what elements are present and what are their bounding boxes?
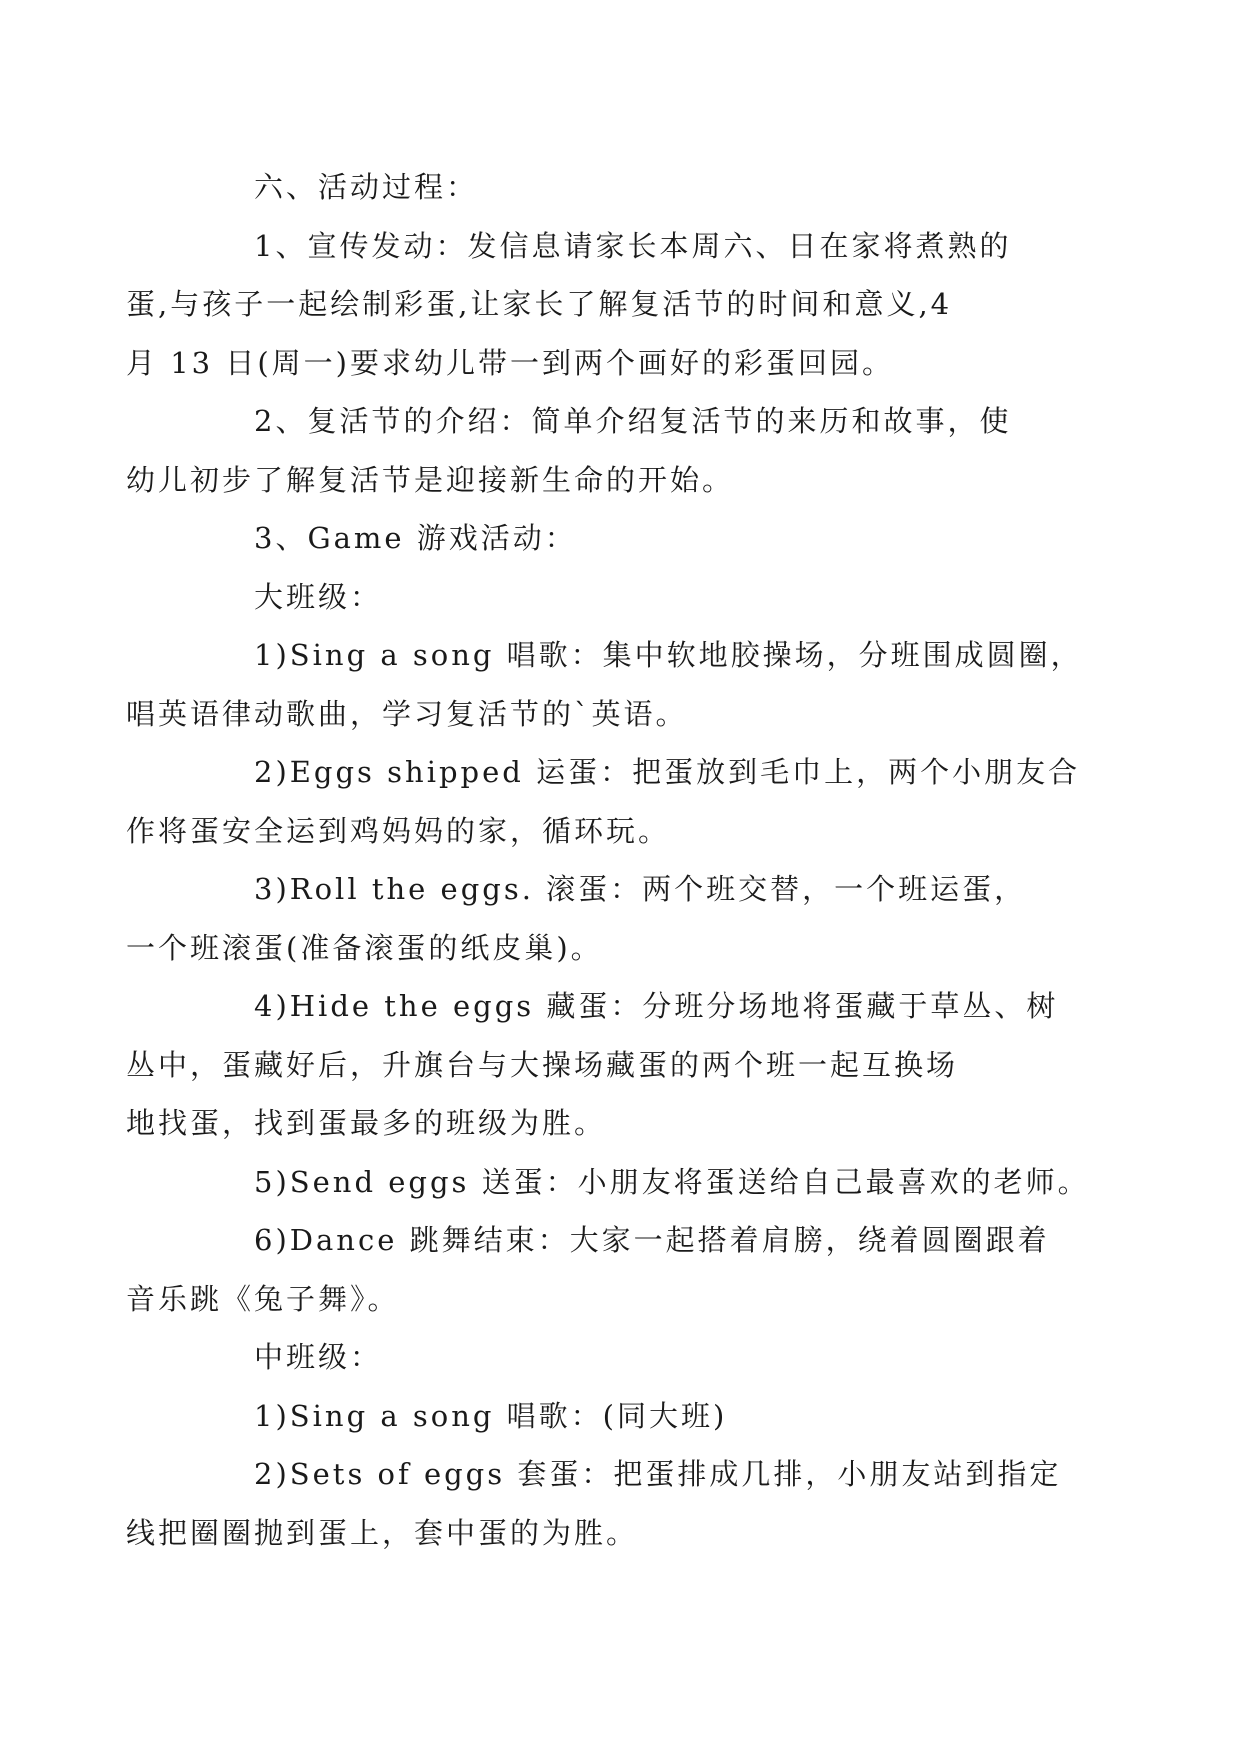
text-line: 2、复活节的介绍：简单介绍复活节的来历和故事，使 xyxy=(254,404,1012,438)
paragraph-middle-sing-a-song xyxy=(190,1387,1070,1446)
text-line: 1、宣传发动：发信息请家长本周六、日在家将煮熟的 xyxy=(254,228,1012,263)
text-line: 幼儿初步了解复活节是迎接新生命的开始。 xyxy=(126,462,735,497)
text-line: 六、活动过程： xyxy=(254,170,479,204)
text-line: 唱英语律动歌曲，学习复活节的`英语。 xyxy=(126,696,688,731)
text-line: 月 13 日(周一)要求幼儿带一到两个画好的彩蛋回园。 xyxy=(126,345,894,380)
text-line: 2)Sets of eggs 套蛋：把蛋排成几排，小朋友站到指定 xyxy=(254,1457,1062,1491)
paragraph-middle-class-heading xyxy=(190,1328,1070,1387)
text-line: 作将蛋安全运到鸡妈妈的家，循环玩。 xyxy=(126,813,671,848)
text-line: 3)Roll the eggs. 滚蛋：两个班交替，一个班运蛋， xyxy=(254,872,1027,906)
text-line: 1)Sing a song 唱歌：(同大班) xyxy=(254,1398,728,1433)
paragraph-game-heading xyxy=(190,509,1070,568)
text-line: 大班级： xyxy=(254,579,383,614)
text-line: 5)Send eggs 送蛋：小朋友将蛋送给自己最喜欢的老师。 xyxy=(254,1164,1090,1199)
paragraph-sing-a-song xyxy=(126,626,1083,743)
text-line: 4)Hide the eggs 藏蛋：分班分场地将蛋藏于草丛、树 xyxy=(254,989,1059,1023)
paragraph-roll-the-eggs xyxy=(126,860,1070,977)
paragraph-easter-intro xyxy=(126,392,1070,509)
text-line: 6)Dance 跳舞结束：大家一起搭着肩膀，绕着圆圈跟着 xyxy=(254,1223,1050,1257)
paragraph-send-eggs xyxy=(190,1153,1090,1212)
paragraph-hide-the-eggs xyxy=(126,977,1070,1153)
text-line: 丛中，蛋藏好后，升旗台与大操场藏蛋的两个班一起互换场 xyxy=(126,1047,959,1082)
text-line: 1)Sing a song 唱歌：集中软地胶操场，分班围成圆圈， xyxy=(254,638,1083,672)
paragraph-dance xyxy=(126,1211,1070,1328)
text-line: 2)Eggs shipped 运蛋：把蛋放到毛巾上，两个小朋友合 xyxy=(254,755,1081,789)
text-line: 中班级： xyxy=(254,1340,383,1374)
text-line: 线把圈圈抛到蛋上，套中蛋的为胜。 xyxy=(126,1515,639,1550)
document-body xyxy=(126,158,1090,1562)
section-heading xyxy=(190,158,1070,217)
text-line: 音乐跳《兔子舞》。 xyxy=(126,1281,400,1316)
text-line: 蛋,与孩子一起绘制彩蛋,让家长了解复活节的时间和意义,4 xyxy=(126,287,953,321)
paragraph-publicity xyxy=(126,217,1070,393)
paragraph-eggs-shipped xyxy=(126,743,1081,860)
text-line: 地找蛋，找到蛋最多的班级为胜。 xyxy=(126,1106,607,1140)
paragraph-sets-of-eggs xyxy=(126,1445,1070,1562)
text-line: 3、Game 游戏活动： xyxy=(254,521,577,555)
text-line: 一个班滚蛋(准备滚蛋的纸皮巢)。 xyxy=(126,930,603,965)
paragraph-senior-class-heading xyxy=(190,568,1070,627)
